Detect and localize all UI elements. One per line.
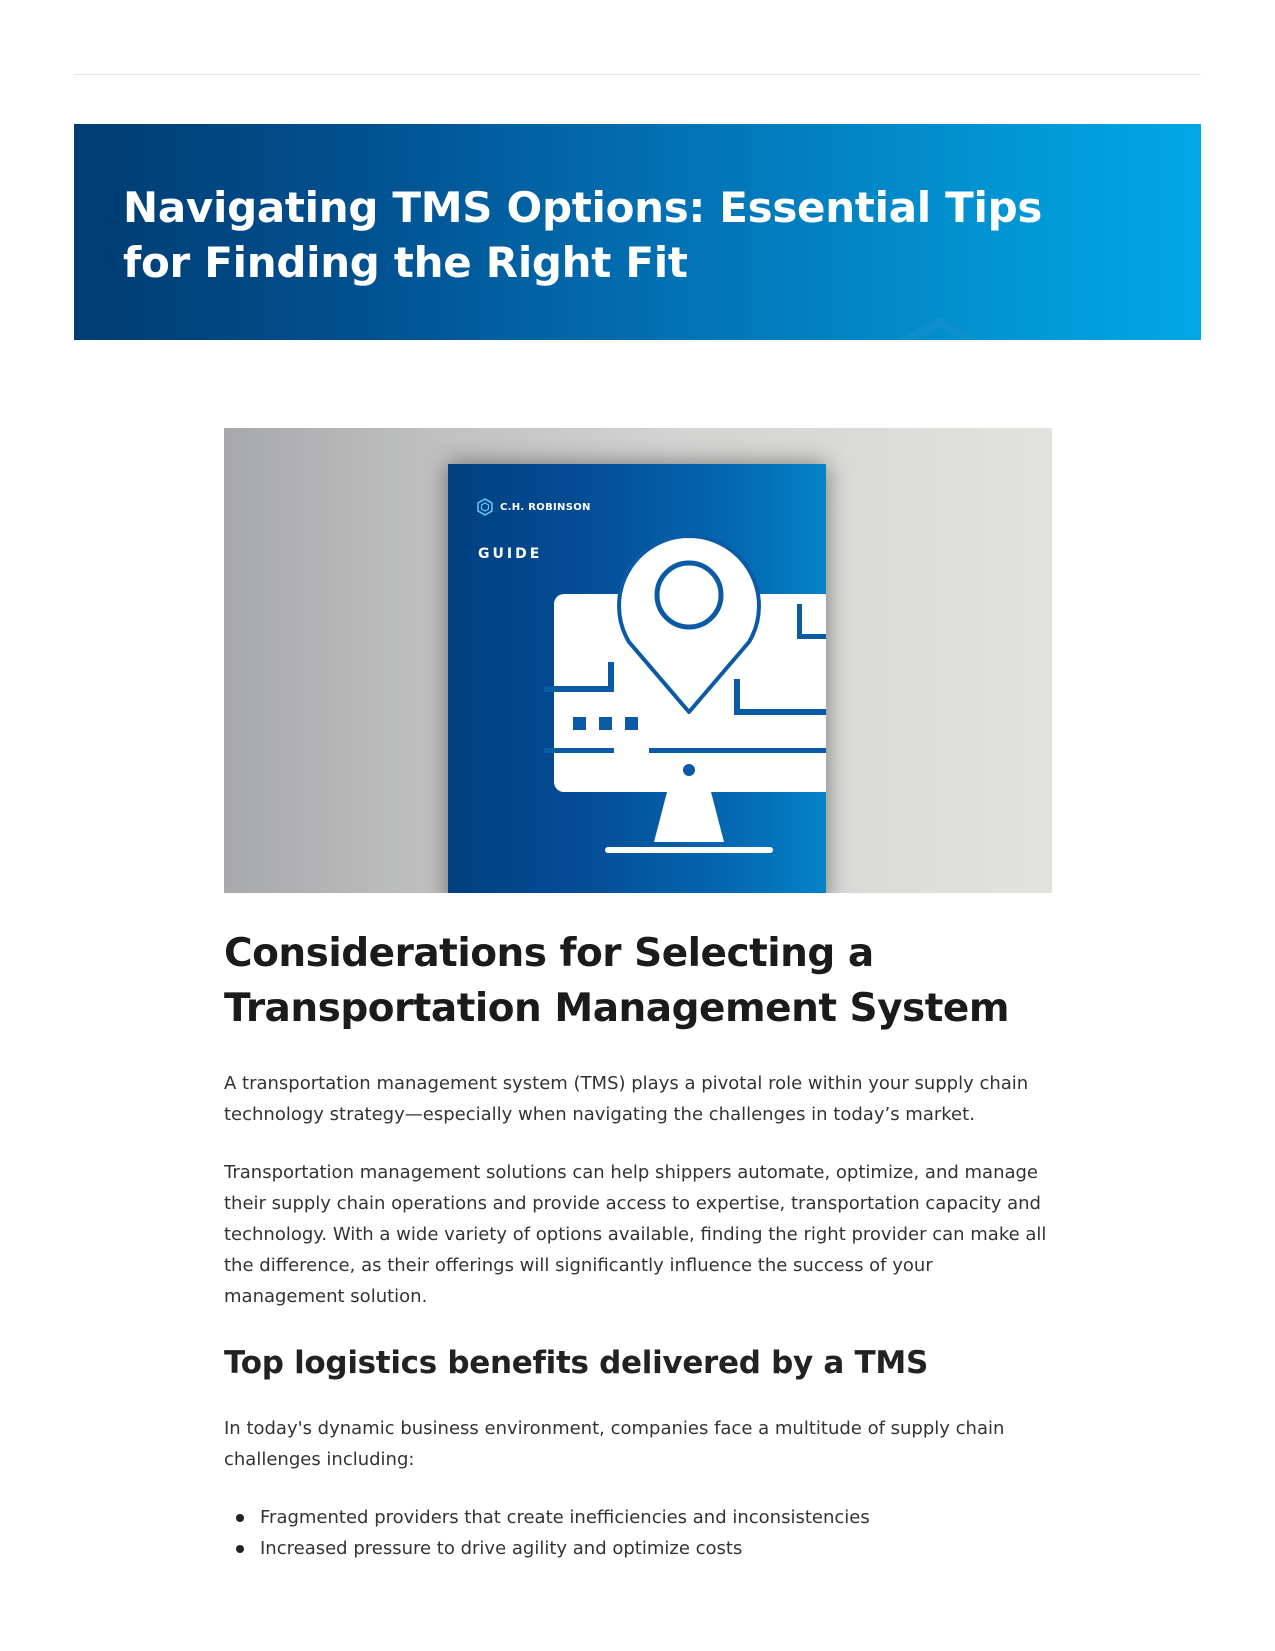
- page-title: Navigating TMS Options: Essential Tips for Finding the Right Fit: [123, 183, 1043, 287]
- hero-image: [224, 428, 1052, 893]
- list-item: [236, 1502, 1054, 1533]
- intro-paragraph: A transportation management system (TMS) plays a pivotal role within your supply chain technology strategy—especially when navigating the challenges in today’s market.: [224, 1073, 1029, 1125]
- cover-label: GUIDE: [478, 546, 543, 562]
- article-body: [224, 926, 1054, 1564]
- title-banner: [74, 124, 1201, 340]
- list-item-text: Fragmented providers that create inefficiencies and inconsistencies: [260, 1507, 870, 1528]
- monitor-icon: [448, 464, 826, 893]
- challenges-intro: In today's dynamic business environment, companies face a multitude of supply chain challenges including:: [224, 1418, 1005, 1470]
- list-item-text: Increased pressure to drive agility and optimize costs: [260, 1538, 743, 1559]
- list-item: [236, 1533, 1054, 1564]
- bullet-icon: [236, 1545, 244, 1553]
- body-paragraph: Transportation management solutions can help shippers automate, optimize, and manage their supply chain operations and provide access to expertise, transportation capacity and technology. With a wide variety of options available, finding the right provider can make all the difference, as their offerings will significantly influence the success of your management solution.: [224, 1162, 1047, 1307]
- top-divider: [74, 74, 1201, 75]
- logo-text: C.H. ROBINSON: [500, 501, 591, 513]
- chevron-decoration-icon: [884, 314, 994, 340]
- bullet-icon: [236, 1514, 244, 1522]
- challenges-list: [224, 1502, 1054, 1564]
- subsection-heading: Top logistics benefits delivered by a TMS: [224, 1345, 928, 1381]
- section-heading: Considerations for Selecting a Transportation Management System: [224, 931, 1010, 1031]
- guide-cover: [448, 464, 826, 893]
